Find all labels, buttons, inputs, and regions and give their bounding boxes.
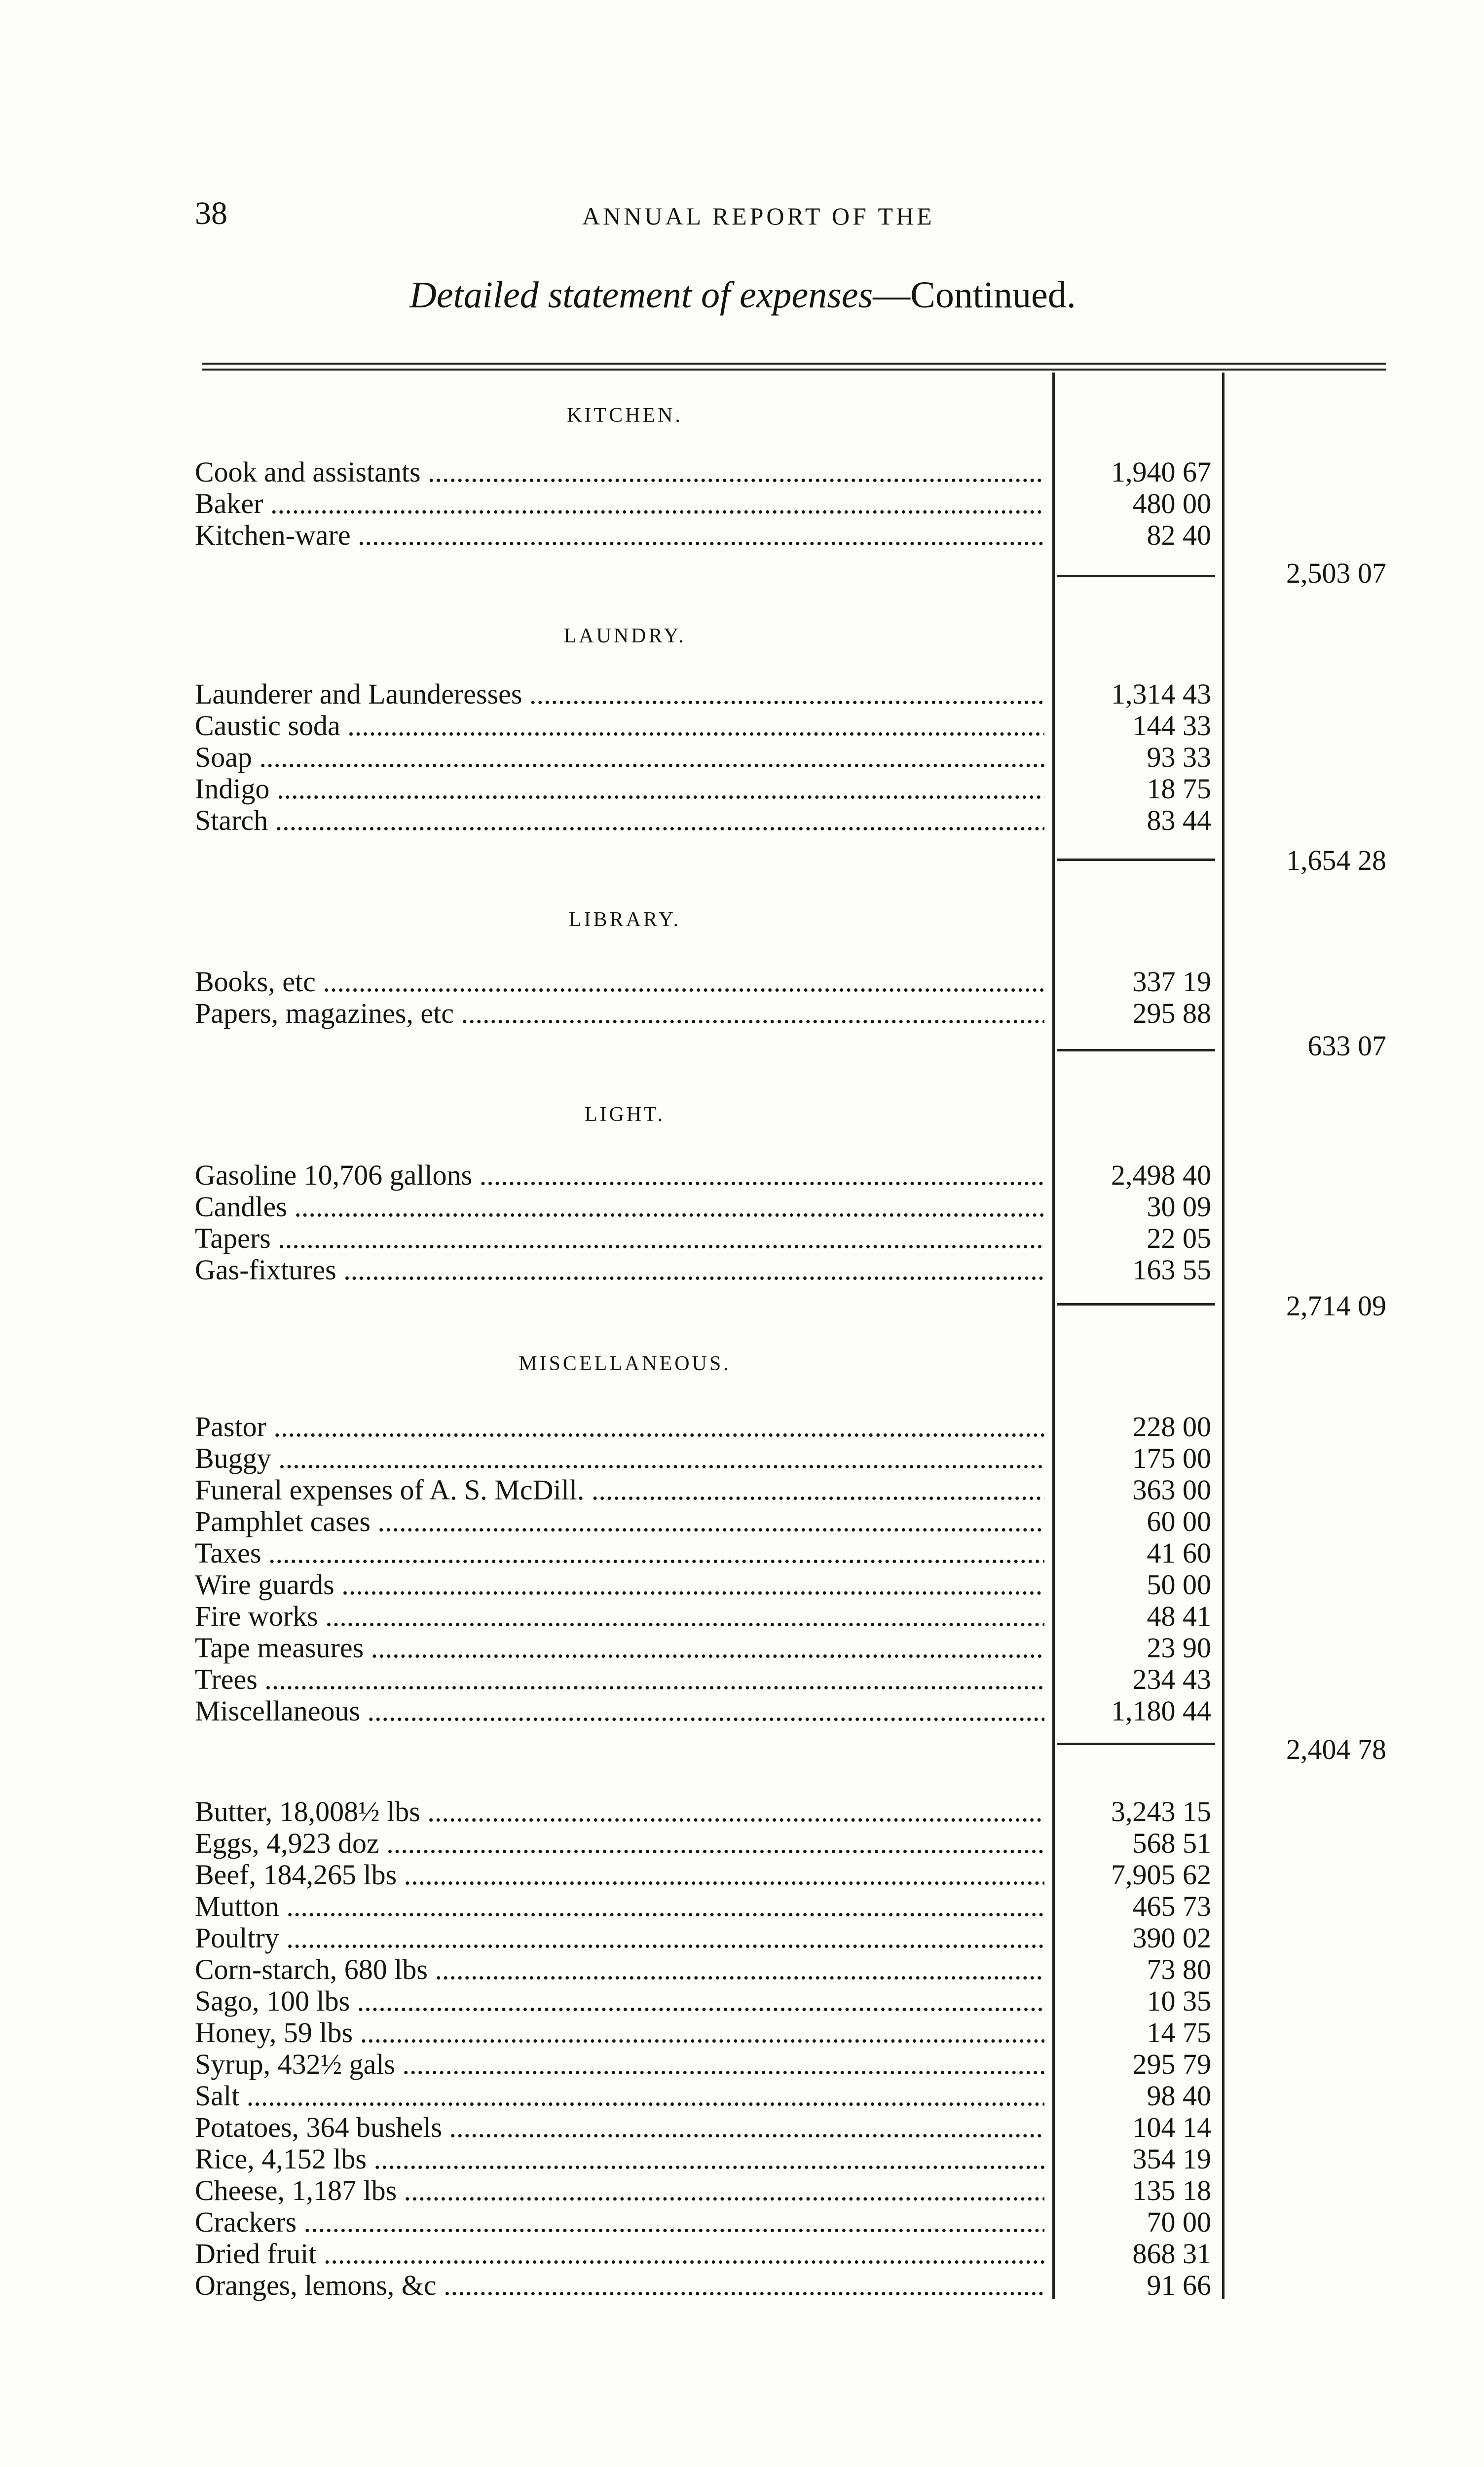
subtotal-rule: [1057, 1743, 1215, 1745]
expense-amount: 30 09: [1147, 1191, 1211, 1223]
page-number: 38: [195, 195, 227, 231]
expense-amount: 18 75: [1147, 773, 1211, 805]
expense-amount: 3,243 15: [1111, 1795, 1211, 1828]
expense-label: Oranges, lemons, &c .....: [195, 2270, 1044, 2301]
expense-row: [195, 1664, 1399, 1695]
top-double-rule: [202, 363, 1386, 371]
expense-row: [195, 2049, 1399, 2080]
expense-row: [195, 520, 1399, 551]
expense-amount: 23 90: [1147, 1632, 1211, 1664]
expense-label: Rice, 4,152 lbs .....: [195, 2143, 1044, 2175]
running-head: ANNUAL REPORT OF THE: [582, 202, 935, 230]
expense-label: Syrup, 432½ gals .....: [195, 2049, 1044, 2080]
expense-label: Pastor .....: [195, 1411, 1044, 1443]
expense-amount: 82 40: [1147, 519, 1211, 551]
expense-row: [195, 456, 1399, 488]
expense-row: [195, 1695, 1399, 1727]
expense-amount: 135 18: [1132, 2174, 1211, 2206]
expense-label: Starch .....: [195, 805, 1044, 836]
expense-amount: 22 05: [1147, 1222, 1211, 1254]
expense-label: Wire guards .....: [195, 1569, 1044, 1601]
expense-amount: 337 19: [1132, 966, 1211, 998]
expense-row: [195, 2175, 1399, 2206]
expense-amount: 2,498 40: [1111, 1159, 1211, 1191]
section-heading-light: LIGHT.: [584, 1103, 666, 1126]
expense-amount: 41 60: [1147, 1537, 1211, 1569]
expense-label: Eggs, 4,923 doz .....: [195, 1828, 1044, 1859]
expense-row: [195, 710, 1399, 742]
expense-amount: 70 00: [1147, 2206, 1211, 2238]
expense-label: Miscellaneous .....: [195, 1695, 1044, 1727]
expense-label: Crackers .....: [195, 2206, 1044, 2238]
expense-amount: 354 19: [1132, 2143, 1211, 2175]
expense-row: [195, 1891, 1399, 1922]
expense-amount: 98 40: [1147, 2080, 1211, 2112]
expense-row: [195, 1443, 1399, 1474]
expense-label: Gas-fixtures .....: [195, 1254, 1044, 1286]
expense-label: Butter, 18,008½ lbs .....: [195, 1796, 1044, 1828]
section-heading-laundry: LAUNDRY.: [563, 625, 686, 647]
expense-label: Funeral expenses of A. S. McDill. .....: [195, 1474, 1044, 1506]
expense-row: [195, 2270, 1399, 2301]
section-heading-kitchen: KITCHEN.: [567, 404, 683, 427]
expense-row: [195, 1411, 1399, 1443]
expense-row: [195, 1254, 1399, 1286]
expense-amount: 10 35: [1147, 1985, 1211, 2017]
expense-amount: 73 80: [1147, 1953, 1211, 1985]
expense-label: Books, etc .....: [195, 966, 1044, 998]
expense-label: Baker .....: [195, 488, 1044, 520]
expense-row: [195, 2206, 1399, 2238]
expense-label: Papers, magazines, etc .....: [195, 998, 1044, 1029]
section-total-kitchen: 2,503 07: [1286, 557, 1386, 589]
expense-amount: 144 33: [1132, 710, 1211, 742]
expense-label: Buggy .....: [195, 1443, 1044, 1474]
expense-label: Pamphlet cases .....: [195, 1506, 1044, 1537]
expense-amount: 363 00: [1132, 1474, 1211, 1506]
section-total-laundry: 1,654 28: [1286, 844, 1386, 876]
expense-amount: 480 00: [1132, 487, 1211, 520]
expense-row: [195, 1537, 1399, 1569]
expense-amount: 7,905 62: [1111, 1859, 1211, 1891]
expense-row: [195, 2143, 1399, 2175]
expense-row: [195, 2080, 1399, 2112]
expense-amount: 14 75: [1147, 2017, 1211, 2049]
subtotal-rule: [1057, 859, 1215, 861]
expense-amount: 83 44: [1147, 804, 1211, 836]
expense-row: [195, 2017, 1399, 2049]
expense-amount: 104 14: [1132, 2111, 1211, 2143]
expense-label: Poultry .....: [195, 1922, 1044, 1954]
expense-label: Sago, 100 lbs .....: [195, 1985, 1044, 2017]
expense-label: Salt .....: [195, 2080, 1044, 2112]
expense-label: Honey, 59 lbs .....: [195, 2017, 1044, 2049]
expense-label: Dried fruit .....: [195, 2238, 1044, 2270]
expense-label: Trees .....: [195, 1664, 1044, 1695]
expense-label: Candles .....: [195, 1191, 1044, 1223]
expense-row: [195, 1796, 1399, 1828]
expense-row: [195, 1828, 1399, 1859]
page-title: [409, 274, 1076, 317]
expense-row: [195, 805, 1399, 836]
expense-amount: 295 88: [1132, 997, 1211, 1029]
expense-label: Tapers .....: [195, 1223, 1044, 1254]
expense-label: Tape measures .....: [195, 1632, 1044, 1664]
expense-label: Indigo .....: [195, 773, 1044, 805]
expense-label: Mutton .....: [195, 1891, 1044, 1922]
expense-label: Taxes .....: [195, 1537, 1044, 1569]
expense-row: [195, 678, 1399, 710]
section-total-light: 2,714 09: [1286, 1290, 1386, 1322]
expense-row: [195, 1632, 1399, 1664]
expense-amount: 568 51: [1132, 1827, 1211, 1859]
expense-amount: 93 33: [1147, 741, 1211, 773]
expense-row: [195, 1474, 1399, 1506]
expense-amount: 1,314 43: [1111, 678, 1211, 710]
expense-amount: 175 00: [1132, 1442, 1211, 1474]
expense-amount: 465 73: [1132, 1890, 1211, 1922]
expense-label: Caustic soda .....: [195, 710, 1044, 742]
expense-row: [195, 1985, 1399, 2017]
expense-label: Soap .....: [195, 742, 1044, 773]
section-heading-library: LIBRARY.: [568, 908, 681, 931]
expense-label: Gasoline 10,706 gallons .....: [195, 1159, 1044, 1191]
expense-row: [195, 1601, 1399, 1632]
expense-amount: 50 00: [1147, 1569, 1211, 1601]
expense-amount: 163 55: [1132, 1254, 1211, 1286]
expense-label: Corn-starch, 680 lbs .....: [195, 1954, 1044, 1985]
expense-row: [195, 1506, 1399, 1537]
expense-amount: 234 43: [1132, 1663, 1211, 1695]
subtotal-rule: [1057, 1303, 1215, 1306]
expense-row: [195, 2112, 1399, 2143]
expense-row: [195, 1191, 1399, 1223]
expense-label: Cheese, 1,187 lbs .....: [195, 2175, 1044, 2206]
section-total-miscellaneous: 2,404 78: [1286, 1733, 1386, 1765]
expense-label: Beef, 184,265 lbs .....: [195, 1859, 1044, 1891]
title-continued: —Continued.: [873, 274, 1076, 316]
expense-label: Fire works .....: [195, 1601, 1044, 1632]
subtotal-rule: [1057, 575, 1215, 577]
expense-row: [195, 1954, 1399, 1985]
section-total-library: 633 07: [1307, 1030, 1386, 1062]
expense-row: [195, 1569, 1399, 1601]
title-italic: Detailed statement of expenses: [409, 274, 873, 316]
expense-amount: 1,180 44: [1111, 1695, 1211, 1727]
expense-row: [195, 998, 1399, 1029]
subtotal-rule: [1057, 1049, 1215, 1051]
expense-row: [195, 1159, 1399, 1191]
expense-row: [195, 488, 1399, 520]
expense-row: [195, 1922, 1399, 1954]
expense-row: [195, 1859, 1399, 1891]
expense-row: [195, 2238, 1399, 2270]
expense-label: Cook and assistants .....: [195, 456, 1044, 488]
expense-amount: 48 41: [1147, 1600, 1211, 1632]
expense-row: [195, 1223, 1399, 1254]
expense-label: Potatoes, 364 bushels .....: [195, 2112, 1044, 2143]
expense-amount: 1,940 67: [1111, 456, 1211, 488]
section-heading-miscellaneous: MISCELLANEOUS.: [519, 1352, 731, 1375]
expense-amount: 868 31: [1132, 2238, 1211, 2270]
expense-label: Kitchen-ware .....: [195, 520, 1044, 551]
expense-amount: 60 00: [1147, 1505, 1211, 1537]
expense-amount: 390 02: [1132, 1922, 1211, 1954]
expense-amount: 228 00: [1132, 1411, 1211, 1443]
page-header: [0, 195, 1484, 239]
expense-amount: 91 66: [1147, 2269, 1211, 2301]
expense-amount: 295 79: [1132, 2048, 1211, 2080]
expense-row: [195, 742, 1399, 773]
expense-row: [195, 966, 1399, 998]
expense-label: Launderer and Launderesses .....: [195, 678, 1044, 710]
expense-row: [195, 773, 1399, 805]
